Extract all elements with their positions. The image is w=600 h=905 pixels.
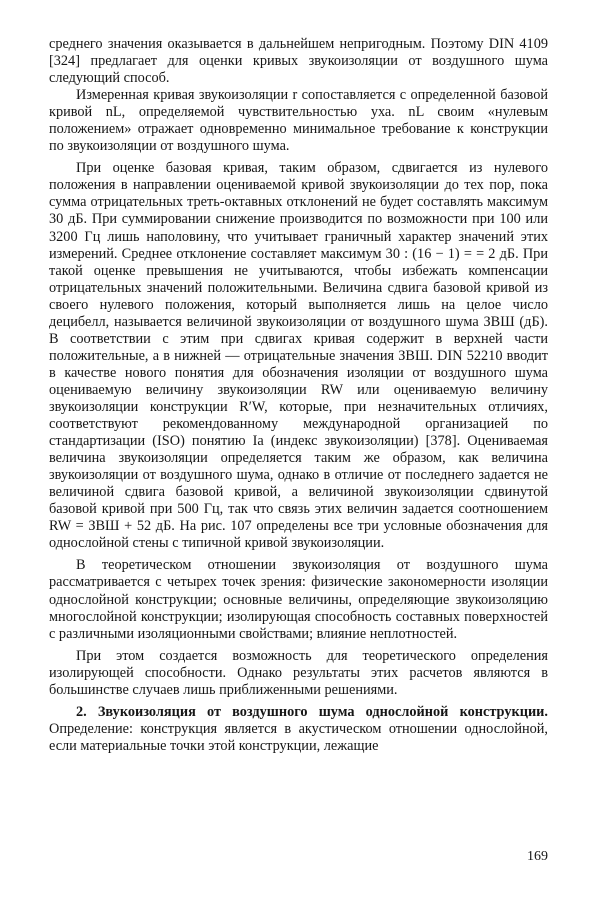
paragraph-3: При оценке базовая кривая, таким образом, сдвигается из нулевого положения в направлении оцениваемой кривой звукоизоляции до тех пор, пока сумма отрицательных треть-октавных отклонений не будет составлять максимум 30 дБ. При суммировании снижение производится по возможности при 100 или 3200 Гц лишь наполовину, что учитывает граничный характер значений этих измерений. Среднее отклонение составляет максимум 30 : (16 − 1) = = 2 дБ. При такой оценке превышения не учитываются, чтобы избежать компенсации отрицательных значений положительными. Величина сдвига базовой кривой из своего нулевого положения, который выполняется лишь на целое число децибелл, называется величиной звукоизоляции от воздушного шума ЗВШ (дБ). В соответствии с этим при сдвигах кривая содержит в верхней части положительные, а в нижней — отрицательные значения ЗВШ. DIN 52210 вводит в качестве нового понятия для обозначения изоляции от воздушного шума оцениваемую величину звукоизоляции RW или оцениваемую величину звукоизоляции конструкции R′W, которые, при незначительных отличиях, соответствуют рекомендованному международной организацией по стандартизации (ISO) понятию Ia (индекс звукоизоляции) [378]. Оцениваемая величина звукоизоляции определяется таким же образом, как величина звукоизоляции от воздушного шума, однако в отличие от последнего задается не величиной сдвига базовой кривой, а величиной звукоизоляции сдвинутой базовой кривой при 500 Гц, так что связь этих величин задается соотношением RW = ЗВШ + 52 дБ. На рис. 107 определены все три условные обозначения для однослойной стены с типичной кривой звукоизоляции. bbox=[49, 160, 548, 552]
section-body: Определение: конструкция является в акустическом отношении однослойной, если материальные точки этой конструкции, лежащие bbox=[49, 720, 548, 754]
paragraph-2: Измеренная кривая звукоизоляции r сопоставляется с определенной базовой кривой nL, определяемой чувствительностью уха. nL своим «нулевым положением» отражает одновременно минимальное требование к конструкции по звукоизоляции от воздушного шума. bbox=[49, 87, 548, 155]
section-paragraph bbox=[49, 704, 548, 755]
paragraph-4: В теоретическом отношении звукоизоляция от воздушного шума рассматривается с четырех точек зрения: физические закономерности изоляции однослойной конструкции; основные величины, определяющие звукоизоляцию многослойной конструкции; изолирующая способность составных поверхностей с различными изоляционными свойствами; влияние неплотностей. bbox=[49, 557, 548, 642]
paragraph-1: среднего значения оказывается в дальнейшем непригодным. Поэтому DIN 4109 [324] предлагает для оценки кривых звукоизоляции от воздушного шума следующий способ. bbox=[49, 36, 548, 87]
paragraph-5: При этом создается возможность для теоретического определения изолирующей способности. Однако результаты этих расчетов являются в большинстве случаев лишь приближенными решениями. bbox=[49, 647, 548, 698]
section-title: 2. Звукоизоляция от воздушного шума однослойной конструкции. bbox=[76, 703, 548, 720]
page-number: 169 bbox=[527, 849, 548, 864]
